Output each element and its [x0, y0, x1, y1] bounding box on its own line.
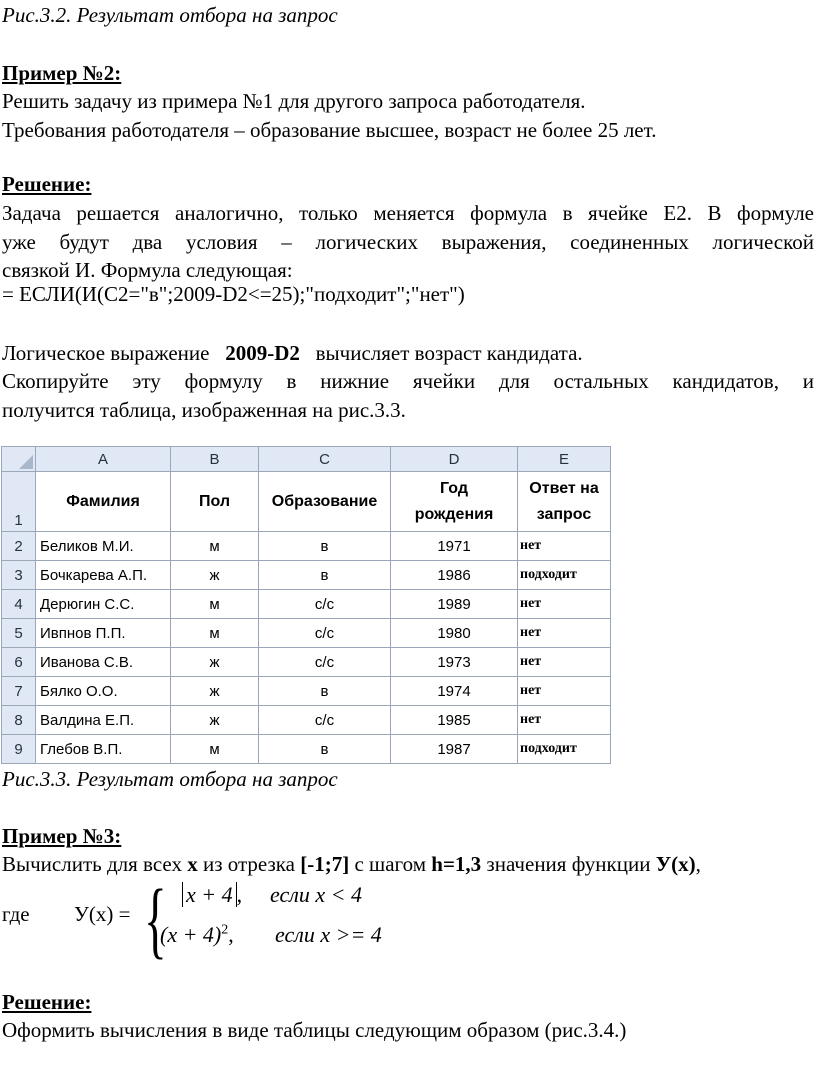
header-text: Ответ на [529, 479, 599, 497]
task-text: с шагом [349, 852, 432, 876]
case-1 [182, 882, 242, 908]
task-function: У(x) [655, 852, 696, 876]
cell-year[interactable]: 1973 [391, 648, 518, 677]
task-text: значения функции [481, 852, 656, 876]
cell-year[interactable]: 1971 [391, 532, 518, 561]
logic-prefix: Логическое выражение [2, 341, 210, 365]
header-cell-education[interactable]: Образование [259, 472, 391, 532]
column-header-b[interactable]: B [171, 447, 259, 472]
table-row [2, 735, 611, 764]
solution-text-line: Задача решается аналогично, только меняется формула в ячейке Е2. В формуле [2, 201, 814, 225]
cell-education[interactable]: в [259, 532, 391, 561]
cell-sex[interactable]: м [171, 619, 259, 648]
cell-answer[interactable]: нет [518, 706, 611, 735]
row-header[interactable]: 5 [2, 619, 36, 648]
logic-expression-line [2, 339, 583, 367]
row-header[interactable]: 9 [2, 735, 36, 764]
table-row [2, 706, 611, 735]
cell-answer[interactable]: нет [518, 677, 611, 706]
figure-caption-3-3: Рис.3.3. Результат отбора на запрос [2, 767, 338, 791]
example-2-text-line: Требования работодателя – образование высшее, возраст не более 25 лет. [2, 118, 657, 142]
solution-text-line: уже будут два условия – логических выражения, соединенных логической [2, 230, 814, 254]
cell-year[interactable]: 1985 [391, 706, 518, 735]
logic-expression: 2009-D2 [225, 341, 300, 365]
case-2-exponent: 2 [221, 922, 229, 938]
case-2-comma: , [228, 922, 234, 947]
header-cell-answer[interactable] [518, 472, 611, 532]
cell-sex[interactable]: ж [171, 648, 259, 677]
header-cell-surname[interactable]: Фамилия [36, 472, 171, 532]
row-header[interactable]: 3 [2, 561, 36, 590]
solution-text-line: связкой И. Формула следующая: [2, 258, 293, 282]
cell-education[interactable]: в [259, 735, 391, 764]
cell-name[interactable]: Ивпнов П.П. [36, 619, 171, 648]
cell-answer[interactable]: нет [518, 619, 611, 648]
function-lhs: У(x) = [74, 902, 131, 926]
cell-answer[interactable]: подходит [518, 561, 611, 590]
case-1-condition: если x < 4 [270, 882, 362, 907]
example-2-heading: Пример №2: [2, 61, 122, 85]
cell-sex[interactable]: м [171, 532, 259, 561]
cell-sex[interactable]: ж [171, 561, 259, 590]
cell-education[interactable]: с/с [259, 619, 391, 648]
spreadsheet-table [1, 446, 611, 764]
header-text: Год [440, 479, 468, 497]
where-label: где [2, 902, 30, 926]
table-row [2, 619, 611, 648]
cell-name[interactable]: Бялко О.О. [36, 677, 171, 706]
cell-education[interactable]: с/с [259, 648, 391, 677]
cell-answer[interactable]: нет [518, 590, 611, 619]
task-interval: [-1;7] [300, 852, 350, 876]
figure-caption-3-2: Рис.3.2. Результат отбора на запрос [2, 3, 338, 27]
cell-name[interactable]: Валдина Е.П. [36, 706, 171, 735]
header-cell-birth-year[interactable] [391, 472, 518, 532]
column-header-e[interactable]: E [518, 447, 611, 472]
left-brace: { [144, 871, 167, 967]
cell-name[interactable]: Бочкарева А.П. [36, 561, 171, 590]
select-all-corner[interactable] [2, 447, 36, 472]
header-text: рождения [414, 505, 494, 523]
copy-instruction-line: получится таблица, изображенная на рис.3.3. [2, 398, 406, 422]
row-header[interactable]: 8 [2, 706, 36, 735]
cell-answer[interactable]: нет [518, 648, 611, 677]
cell-answer[interactable]: подходит [518, 735, 611, 764]
column-header-d[interactable]: D [391, 447, 518, 472]
row-header[interactable]: 2 [2, 532, 36, 561]
case-1-comma: , [236, 882, 243, 907]
example-3-task-line [2, 850, 701, 878]
cell-name[interactable]: Беликов М.И. [36, 532, 171, 561]
cell-name[interactable]: Дерюгин С.С. [36, 590, 171, 619]
cell-education[interactable]: в [259, 561, 391, 590]
cell-sex[interactable]: ж [171, 706, 259, 735]
case-1-expression: x + 4 [182, 882, 237, 907]
case-2-expression: (x + 4) [160, 922, 222, 947]
cell-name[interactable]: Глебов В.П. [36, 735, 171, 764]
solution-2-text-line: Оформить вычисления в виде таблицы следующим образом (рис.3.4.) [2, 1018, 627, 1042]
cell-sex[interactable]: м [171, 590, 259, 619]
cell-name[interactable]: Иванова С.В. [36, 648, 171, 677]
excel-formula: = ЕСЛИ(И(С2="в";2009-D2<=25);"подходит";"нет") [2, 282, 465, 306]
solution-2-heading: Решение: [2, 990, 92, 1014]
cell-year[interactable]: 1987 [391, 735, 518, 764]
example-2-text-line: Решить задачу из примера №1 для другого запроса работодателя. [2, 89, 586, 113]
header-text: запрос [536, 505, 592, 523]
task-text: , [695, 852, 701, 876]
case-2 [160, 922, 234, 948]
row-header[interactable]: 7 [2, 677, 36, 706]
copy-instruction-line: Скопируйте эту формулу в нижние ячейки для остальных кандидатов, и [2, 369, 814, 393]
table-row [2, 561, 611, 590]
header-cell-sex[interactable]: Пол [171, 472, 259, 532]
cell-education[interactable]: с/с [259, 706, 391, 735]
cell-year[interactable]: 1980 [391, 619, 518, 648]
cell-sex[interactable]: ж [171, 677, 259, 706]
column-header-c[interactable]: C [259, 447, 391, 472]
row-header[interactable]: 1 [2, 472, 36, 532]
cell-answer[interactable]: нет [518, 532, 611, 561]
cell-year[interactable]: 1974 [391, 677, 518, 706]
cell-sex[interactable]: м [171, 735, 259, 764]
column-header-a[interactable]: A [36, 447, 171, 472]
cell-education[interactable]: с/с [259, 590, 391, 619]
example-3-heading: Пример №3: [2, 824, 122, 848]
logic-suffix: вычисляет возраст кандидата. [315, 341, 583, 365]
task-step: h=1,3 [431, 852, 482, 876]
row-header[interactable]: 4 [2, 590, 36, 619]
cell-year[interactable]: 1986 [391, 561, 518, 590]
task-variable: x [187, 852, 198, 876]
solution-heading: Решение: [2, 172, 92, 196]
case-2-condition: если x >= 4 [275, 922, 382, 947]
table-row [2, 677, 611, 706]
cell-education[interactable]: в [259, 677, 391, 706]
table-row [2, 648, 611, 677]
task-text: Вычислить для всех [2, 852, 188, 876]
task-text: из отрезка [197, 852, 301, 876]
cell-year[interactable]: 1989 [391, 590, 518, 619]
table-row [2, 532, 611, 561]
table-row [2, 590, 611, 619]
row-header[interactable]: 6 [2, 648, 36, 677]
